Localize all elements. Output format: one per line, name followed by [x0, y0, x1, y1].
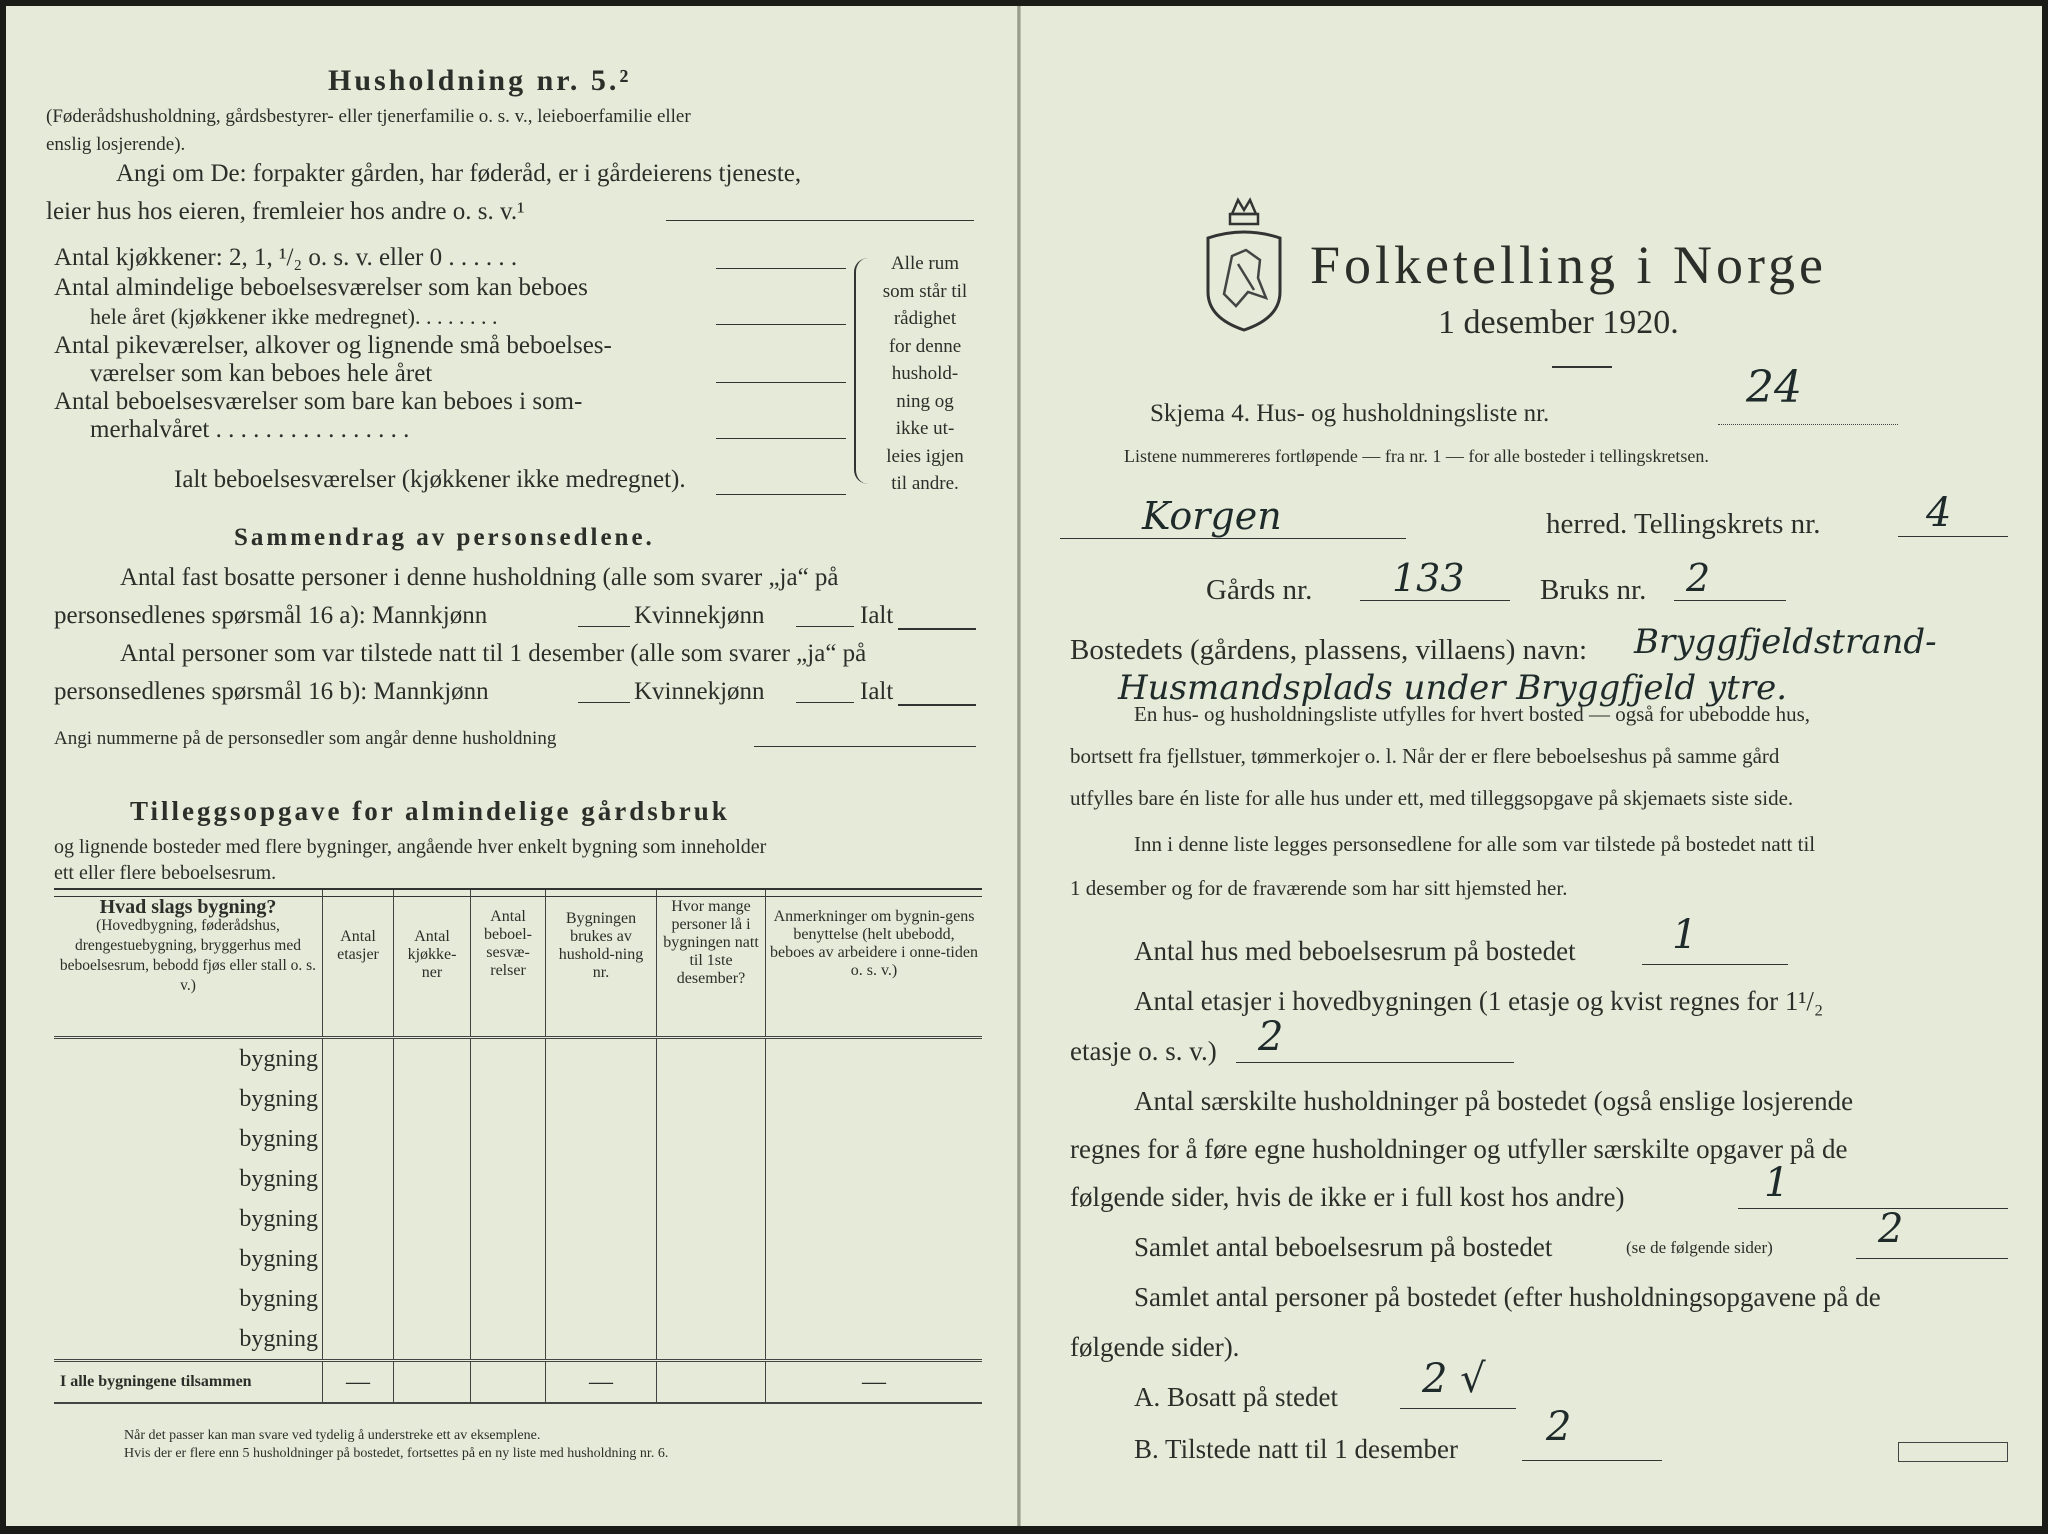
total-rooms-row: Ialt beboelsesværelser (kjøkkener ikke medregnet). — [174, 466, 686, 493]
building-row: bygning — [54, 1279, 982, 1319]
extra-title: Tilleggsopgave for almindelige gårdsbruk — [130, 796, 730, 826]
col-kitchens: Antal kjøkke-ner — [394, 890, 471, 1038]
herred-value: Korgen — [1142, 494, 1282, 538]
rooms-note: Alle rum som står til rådighet for denne hushold- ning og ikke ut- leies igjen til andre. — [882, 253, 968, 494]
resident-count-b: personsedlenes spørsmål 16 a): Mannkjønn — [54, 602, 488, 629]
total-rooms-label: Samlet antal beboelsesrum på bostedet — [1134, 1232, 1553, 1262]
resident-female-label: Kvinnekjønn — [634, 602, 765, 629]
question-1a: Angi om De: forpakter gården, har føderåd, er i gårdeierens tjeneste, — [116, 160, 802, 187]
skjema-line: Skjema 4. Hus- og husholdningsliste nr. — [1150, 400, 1550, 427]
resident-count-a: Antal fast bosatte personer i denne husholdning (alle som svarer „ja“ på — [120, 564, 839, 591]
floors-label-b: etasje o. s. v.) — [1070, 1036, 1217, 1066]
summer-rooms-row-a: Antal beboelsesværelser som bare kan beboes i som- — [54, 388, 583, 415]
right-page — [1022, 6, 2042, 1526]
households-label-a: Antal særskilte husholdninger på bostedet (også enslige losjerende — [1134, 1086, 1854, 1116]
rooms-brace — [854, 258, 870, 484]
col-persons: Hvor mange personer lå i bygningen natt til 1ste desember? — [657, 890, 766, 1038]
household-title: Husholdning nr. 5.² — [328, 64, 632, 97]
total-rooms-value: 2 — [1878, 1206, 1904, 1252]
summary-title: Sammendrag av personsedlene. — [234, 524, 655, 551]
total-persons-label-b: følgende sider). — [1070, 1332, 1240, 1362]
listene-note: Listene nummereres fortløpende — fra nr. 1 — for alle bosteder i tellingskretsen. — [1124, 446, 1709, 466]
resident-total-label: Ialt — [860, 602, 894, 629]
printer-stamp — [1898, 1442, 2008, 1462]
present-female-label: Kvinnekjønn — [634, 678, 765, 705]
instruction-1a: En hus- og husholdningsliste utfylles for hvert bosted — også for ubebodde hus, — [1134, 702, 1810, 726]
present-count-a: Antal personer som var tilstede natt til 1 desember (alle som svarer „ja“ på — [120, 640, 867, 667]
question-1b: leier hus hos eieren, fremleier hos andre o. s. v.¹ — [46, 198, 525, 225]
rooms-row-b: hele året (kjøkkener ikke medregnet). . . . . . . . — [90, 304, 498, 329]
bosted-label: Bostedets (gårdens, plassens, villaens) navn: — [1070, 634, 1588, 666]
bosted-value-2: Husmandsplads under Bryggfjeld ytre. — [1118, 668, 1788, 708]
building-row: bygning — [54, 1119, 982, 1159]
gards-value: 133 — [1392, 556, 1465, 600]
extra-line-1: og lignende bosteder med flere bygninger, angående hver enkelt bygning som inneholder — [54, 836, 767, 858]
instruction-1b: bortsett fra fjellstuer, tømmerkojer o. l. Når der er flere beboelseshus på samme gård — [1070, 744, 1780, 768]
tellingskrets-value: 4 — [1926, 490, 1952, 536]
intro-line-1: (Føderådshusholdning, gårdsbestyrer- eller tjenerfamilie o. s. v., leieboerfamilie eller — [46, 106, 691, 127]
buildings-total-row: I alle bygningene tilsammen — — — — [54, 1361, 982, 1404]
present-total-label: Ialt — [860, 678, 894, 705]
households-label-b: regnes for å føre egne husholdninger og utfyller særskilte opgaver på de — [1070, 1134, 1848, 1164]
instruction-2b: 1 desember og for de fraværende som har sitt hjemsted her. — [1070, 876, 1568, 900]
person-numbers-row: Angi nummerne på de personsedler som angår denne husholdning — [54, 728, 557, 749]
extra-line-2: ett eller flere beboelsesrum. — [54, 862, 277, 884]
maid-rooms-row-a: Antal pikeværelser, alkover og lignende små beboelses- — [54, 332, 612, 359]
left-page — [6, 6, 1016, 1526]
resident-label: A. Bosatt på stedet — [1134, 1382, 1338, 1412]
col-building-type: Hvad slags bygning? (Hovedbygning, føderådshus, drengestuebygning, bryggerhus med beboelsesrum, bebodd fjøs eller stall o. s. v.) — [59, 896, 317, 994]
herred-line: herred. Tellingskrets nr. — [1546, 508, 1821, 540]
bruks-value: 2 — [1686, 556, 1711, 600]
census-sheet — [6, 6, 2042, 1526]
total-rooms-note: (se de følgende sider) — [1626, 1238, 1773, 1257]
building-row: bygning — [54, 1079, 982, 1119]
maid-rooms-row-b: værelser som kan beboes hele året — [90, 360, 433, 387]
census-title: Folketelling i Norge — [1310, 235, 1827, 295]
kitchens-row: Antal kjøkkener: 2, 1, ¹/₂ o. s. v. eller 0 . . . . . . — [54, 244, 518, 271]
houses-value: 1 — [1672, 912, 1698, 958]
intro-line-2: enslig losjerende). — [46, 134, 186, 155]
list-number-value: 24 — [1746, 362, 1802, 413]
col-rooms: Antal beboel-sesvæ-relser — [471, 890, 546, 1038]
present-value: 2 — [1546, 1404, 1572, 1450]
building-row: bygning — [54, 1319, 982, 1361]
bosted-value-1: Bryggfjeldstrand- — [1634, 622, 1937, 662]
norwegian-coat-of-arms-icon — [1202, 194, 1286, 332]
footnote-1: Når det passer kan man svare ved tydelig å understreke ett av eksemplene. — [124, 1428, 541, 1443]
page-fold — [1017, 6, 1021, 1526]
floors-label-a: Antal etasjer i hovedbygningen (1 etasje og kvist regnes for 1¹/₂ — [1134, 986, 1824, 1016]
col-remarks: Anmerkninger om bygnin-gens benyttelse (helt ubebodd, beboes av arbeidere i onne-tiden o. s. v.) — [766, 890, 983, 1038]
building-row: bygning — [54, 1199, 982, 1239]
buildings-table — [54, 890, 982, 1404]
footnote-2: Hvis der er flere enn 5 husholdninger på bostedet, fortsettes på en ny liste med husholdning nr. 6. — [124, 1446, 669, 1461]
total-persons-label-a: Samlet antal personer på bostedet (efter husholdningsopgavene på de — [1134, 1282, 1881, 1312]
rooms-row-a: Antal almindelige beboelsesværelser som kan beboes — [54, 274, 588, 301]
houses-label: Antal hus med beboelsesrum på bostedet — [1134, 936, 1576, 966]
col-household-no: Bygningen brukes av hushold-ning nr. — [546, 890, 657, 1038]
building-row: bygning — [54, 1239, 982, 1279]
summer-rooms-row-b: merhalvåret . . . . . . . . . . . . . . . . — [90, 416, 410, 443]
floors-value: 2 — [1258, 1014, 1284, 1060]
present-label: B. Tilstede natt til 1 desember — [1134, 1434, 1458, 1464]
bruks-label: Bruks nr. — [1540, 574, 1647, 606]
households-label-c: følgende sider, hvis de ikke er i full kost hos andre) — [1070, 1182, 1625, 1212]
gards-label: Gårds nr. — [1206, 574, 1313, 606]
building-row: bygning — [54, 1038, 982, 1080]
resident-value: 2 √ — [1422, 1356, 1486, 1402]
instruction-1c: utfylles bare én liste for alle hus under ett, med tilleggsopgave på skjemaets siste side. — [1070, 786, 1794, 810]
col-floors: Antal etasjer — [323, 890, 394, 1038]
census-date: 1 desember 1920. — [1438, 304, 1679, 341]
households-value: 1 — [1764, 1160, 1790, 1206]
present-count-b: personsedlenes spørsmål 16 b): Mannkjønn — [54, 678, 489, 705]
instruction-2a: Inn i denne liste legges personsedlene for alle som var tilstede på bostedet natt til — [1134, 832, 1816, 856]
building-row: bygning — [54, 1159, 982, 1199]
